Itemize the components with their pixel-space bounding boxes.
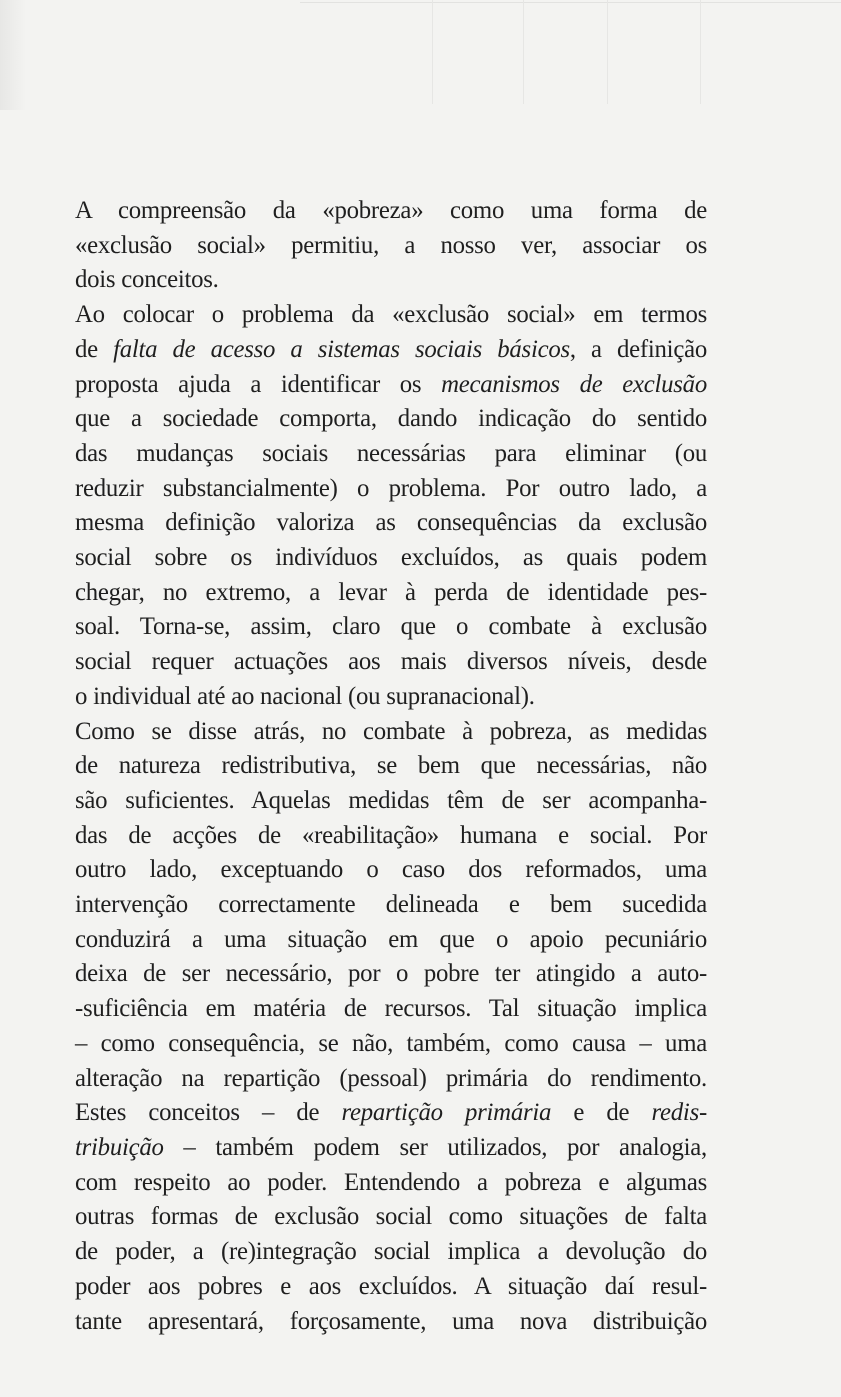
italic-text: repartição primária — [341, 1099, 552, 1127]
text-segment: e de — [551, 1099, 652, 1127]
text-line: que a sociedade comporta, dando indicação do sentido — [75, 405, 707, 433]
bleed-through-area — [0, 0, 841, 140]
text-line: poder aos pobres e aos excluídos. A situação daí resul- — [75, 1272, 707, 1300]
text-line: das de acções de «reabilitação» humana e social. Por — [75, 821, 707, 849]
text-line: das mudanças sociais necessárias para eliminar (ou — [75, 439, 707, 467]
text-segment: , a definição — [569, 335, 707, 363]
bleed-through-column-line — [607, 0, 608, 104]
text-line: tante apresentará, forçosamente, uma nova distribuição — [75, 1307, 707, 1335]
page-edge-shadow — [0, 0, 26, 110]
text-line: -suficiência em matéria de recursos. Tal situação implica — [75, 995, 707, 1023]
text-segment: de — [75, 335, 114, 363]
text-line — [75, 1131, 707, 1166]
text-line: de poder, a (re)integração social implica a devolução do — [75, 1238, 707, 1266]
text-line: A compreensão da «pobreza» como uma forma de — [75, 197, 707, 224]
text-line: social sobre os indivíduos excluídos, as quais podem — [75, 544, 707, 572]
body-text — [75, 194, 707, 1339]
italic-text: redis- — [651, 1099, 707, 1127]
text-line: chegar, no extremo, a levar à perda de identidade pes- — [75, 578, 707, 606]
italic-text: mecanismos de exclusão — [441, 370, 707, 398]
text-line: dois conceitos. — [75, 266, 219, 294]
text-line: o individual até ao nacional (ou supranacional). — [75, 682, 535, 710]
text-line: com respeito ao poder. Entendendo a pobreza e algumas — [75, 1168, 707, 1196]
text-segment: – também podem ser utilizados, por analogia, — [163, 1133, 707, 1161]
text-line: deixa de ser necessário, por o pobre ter atingido a auto- — [75, 960, 707, 988]
text-line: outras formas de exclusão social como situações de falta — [75, 1203, 707, 1231]
text-line — [75, 1096, 707, 1131]
bleed-through-column-line — [523, 0, 524, 104]
text-line: mesma definição valoriza as consequências da exclusão — [75, 509, 707, 537]
text-line: conduzirá a uma situação em que o apoio pecuniário — [75, 925, 707, 953]
text-line: Ao colocar o problema da «exclusão social» em termos — [75, 301, 707, 329]
italic-text: falta de acesso a sistemas sociais básicos — [113, 335, 570, 363]
text-segment: Estes conceitos – de — [75, 1099, 342, 1127]
text-line — [75, 368, 707, 403]
text-segment: proposta ajuda a identificar os — [75, 370, 442, 398]
text-line: alteração na repartição (pessoal) primária do rendimento. — [75, 1064, 707, 1092]
text-line: – como consequência, se não, também, como causa – uma — [75, 1029, 707, 1057]
text-line: «exclusão social» permitiu, a nosso ver, associar os — [75, 231, 707, 259]
bleed-through-rule — [300, 2, 841, 3]
text-line: soal. Torna-se, assim, claro que o combate à exclusão — [75, 613, 707, 641]
italic-text: tribuição — [75, 1133, 164, 1161]
bleed-through-column-line — [432, 0, 433, 104]
text-line: intervenção correctamente delineada e bem sucedida — [75, 891, 707, 919]
text-line: são suficientes. Aquelas medidas têm de ser acompanha- — [75, 786, 707, 814]
text-line: reduzir substancialmente) o problema. Por outro lado, a — [75, 474, 707, 502]
text-line — [75, 333, 707, 368]
text-line: outro lado, exceptuando o caso dos reformados, uma — [75, 856, 707, 884]
bleed-through-column-line — [700, 0, 701, 104]
text-line: de natureza redistributiva, se bem que necessárias, não — [75, 752, 707, 780]
text-line: social requer actuações aos mais diversos níveis, desde — [75, 648, 707, 676]
text-line: Como se disse atrás, no combate à pobreza, as medidas — [75, 717, 707, 745]
